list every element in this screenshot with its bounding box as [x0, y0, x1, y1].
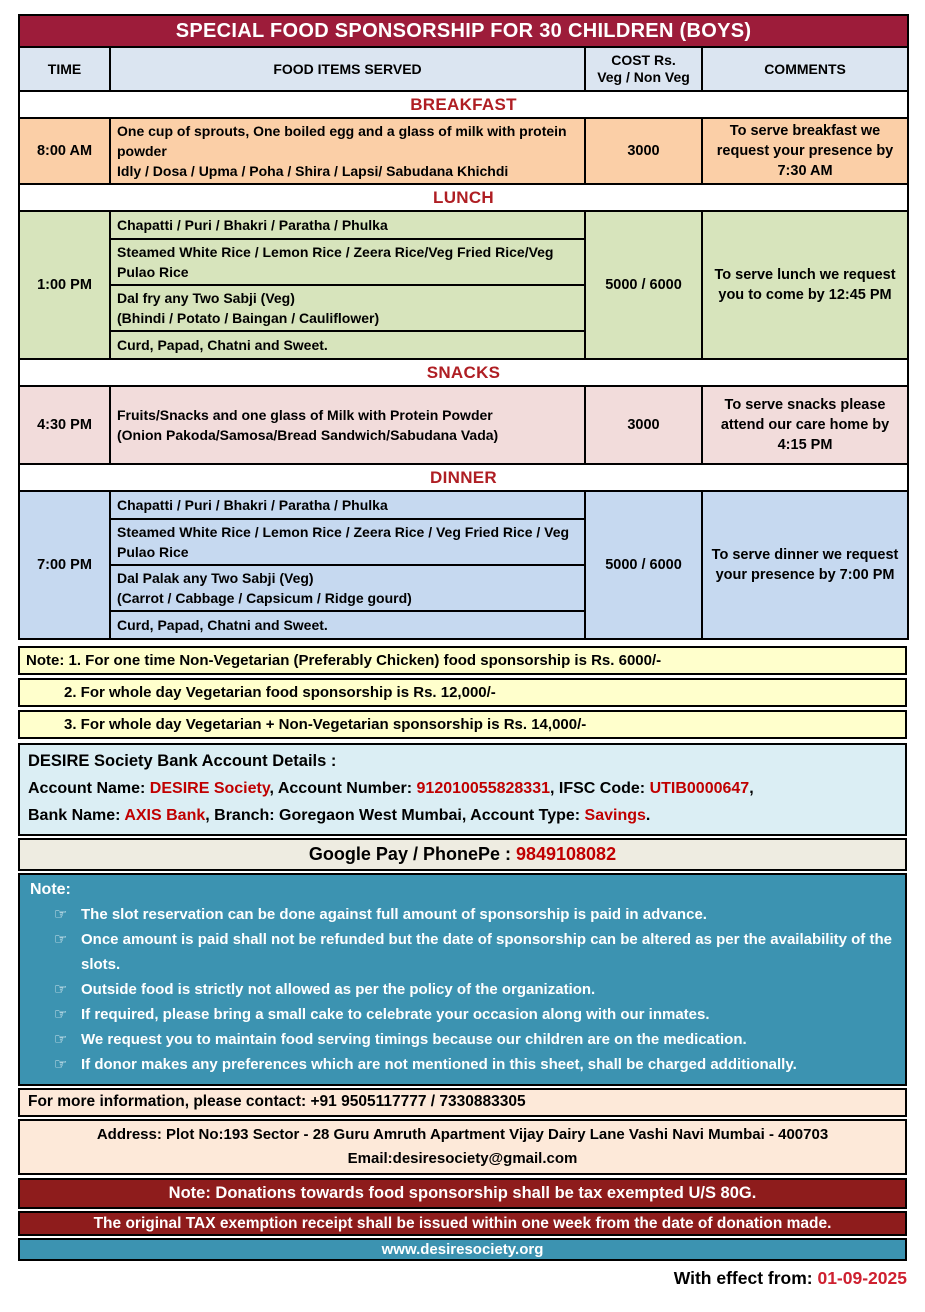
- breakfast-food: [110, 118, 585, 184]
- lunch-row-1: [19, 211, 908, 239]
- pricing-note-1: Note: 1. For one time Non-Vegetarian (Preferably Chicken) food sponsorship is Rs. 6000/-: [18, 646, 907, 675]
- dinner-item-2: Steamed White Rice / Lemon Rice / Zeera Rice / Veg Fried Rice / Veg Pulao Rice: [110, 519, 585, 565]
- breakfast-food-line1: One cup of sprouts, One boiled egg and a glass of milk with protein powder: [117, 123, 567, 159]
- website-bar: www.desiresociety.org: [18, 1238, 907, 1261]
- dinner-comment: To serve dinner we request your presence by 7:00 PM: [702, 491, 908, 639]
- bank-name-label: Bank Name:: [28, 807, 125, 824]
- section-band-breakfast: BREAKFAST: [19, 91, 908, 118]
- dinner-item-1: Chapatti / Puri / Bhakri / Paratha / Phulka: [110, 491, 585, 519]
- table-header-row: [19, 47, 908, 91]
- dinner-cost: 5000 / 6000: [585, 491, 702, 639]
- column-header-cost: [585, 47, 702, 91]
- breakfast-row: [19, 118, 908, 184]
- ifsc-label: , IFSC Code:: [550, 780, 650, 797]
- snacks-food-line1: Fruits/Snacks and one glass of Milk with Protein Powder: [117, 407, 493, 423]
- lunch-item-3: [110, 285, 585, 331]
- policy-item-text: Outside food is strictly not allowed as per the policy of the organization.: [81, 981, 596, 998]
- policy-item-text: The slot reservation can be done against full amount of sponsorship is paid in advance.: [81, 906, 707, 923]
- upi-payment-label: Google Pay / PhonePe :: [308, 844, 516, 864]
- policy-item: [30, 1002, 895, 1027]
- account-name-value: DESIRE Society: [149, 780, 270, 797]
- dinner-row-1: [19, 491, 908, 519]
- lunch-item-3-line2: (Bhindi / Potato / Baingan / Cauliflower): [117, 310, 380, 326]
- policy-item: [30, 927, 895, 977]
- column-header-time: TIME: [19, 47, 110, 91]
- dinner-item-3-line1: Dal Palak any Two Sabji (Veg): [117, 570, 314, 586]
- upi-payment-number: 9849108082: [515, 844, 617, 864]
- policy-item-text: If donor makes any preferences which are not mentioned in this sheet, shall be charged additionally.: [81, 1056, 797, 1073]
- lunch-cost: 5000 / 6000: [585, 211, 702, 359]
- sponsorship-sheet: [18, 14, 907, 1261]
- dinner-time: 7:00 PM: [19, 491, 110, 639]
- snacks-food: [110, 386, 585, 464]
- bank-details-line2: [28, 775, 897, 802]
- effective-date-line: [18, 1268, 907, 1289]
- section-band-dinner: DINNER: [19, 464, 908, 491]
- upi-payment-bar: [18, 838, 907, 871]
- policy-item: [30, 977, 895, 1002]
- policy-item: [30, 1052, 895, 1077]
- bank-details: [18, 743, 907, 836]
- address-bar: [18, 1119, 907, 1175]
- tax-exemption-note: Note: Donations towards food sponsorship shall be tax exempted U/S 80G.: [18, 1178, 907, 1209]
- policy-item-text: If required, please bring a small cake to celebrate your occasion along with our inmates.: [81, 1006, 710, 1023]
- cost-header-line1: COST Rs.: [611, 52, 676, 68]
- bank-details-heading: DESIRE Society Bank Account Details :: [28, 752, 337, 770]
- snacks-cost: 3000: [585, 386, 702, 464]
- pointing-hand-icon: ☞: [54, 1055, 68, 1073]
- effective-date-value: 01-09-2025: [817, 1268, 907, 1288]
- account-number-value: 912010055828331: [416, 780, 550, 797]
- policy-notes-heading: Note:: [30, 881, 71, 898]
- bank-name-value: AXIS Bank: [124, 807, 206, 824]
- snacks-time: 4:30 PM: [19, 386, 110, 464]
- breakfast-food-line2: Idly / Dosa / Upma / Poha / Shira / Lapsi/ Sabudana Khichdi: [117, 163, 509, 179]
- policy-item: [30, 1027, 895, 1052]
- address-line: Address: Plot No:193 Sector - 28 Guru Amruth Apartment Vijay Dairy Lane Vashi Navi Mumbai - 400703: [96, 1126, 829, 1143]
- column-header-comments: COMMENTS: [702, 47, 908, 91]
- policy-item-text: We request you to maintain food serving timings because our children are on the medication.: [81, 1031, 747, 1048]
- dinner-item-3-line2: (Carrot / Cabbage / Capsicum / Ridge gourd): [117, 590, 412, 606]
- lunch-item-4: Curd, Papad, Chatni and Sweet.: [110, 331, 585, 359]
- bank-details-line3: [28, 802, 897, 829]
- policy-item-text: Once amount is paid shall not be refunded but the date of sponsorship can be altered as per the availability of the slots.: [81, 931, 892, 973]
- food-sponsorship-table: [18, 14, 909, 640]
- period: .: [645, 807, 651, 824]
- pointing-hand-icon: ☞: [54, 980, 68, 998]
- pointing-hand-icon: ☞: [54, 905, 68, 923]
- branch-label: , Branch: Goregaon West Mumbai, Account Type:: [205, 807, 585, 824]
- contact-bar: For more information, please contact: +91 9505117777 / 7330883305: [18, 1088, 907, 1117]
- cost-header-line2: Veg / Non Veg: [597, 69, 690, 85]
- column-header-food: FOOD ITEMS SERVED: [110, 47, 585, 91]
- email-line: Email:desiresociety@gmail.com: [347, 1150, 578, 1167]
- breakfast-time: 8:00 AM: [19, 118, 110, 184]
- dinner-item-3: [110, 565, 585, 611]
- lunch-item-2: Steamed White Rice / Lemon Rice / Zeera Rice/Veg Fried Rice/Veg Pulao Rice: [110, 239, 585, 285]
- pointing-hand-icon: ☞: [54, 1005, 68, 1023]
- snacks-comment: To serve snacks please attend our care home by 4:15 PM: [702, 386, 908, 464]
- snacks-row: [19, 386, 908, 464]
- pricing-note-3: 3. For whole day Vegetarian + Non-Vegetarian sponsorship is Rs. 14,000/-: [18, 710, 907, 739]
- snacks-food-line2: (Onion Pakoda/Samosa/Bread Sandwich/Sabudana Vada): [117, 427, 499, 443]
- effective-date-label: With effect from:: [673, 1268, 818, 1288]
- ifsc-value: UTIB0000647: [649, 780, 750, 797]
- dinner-item-4: Curd, Papad, Chatni and Sweet.: [110, 611, 585, 639]
- account-number-label: , Account Number:: [269, 780, 417, 797]
- breakfast-comment: To serve breakfast we request your presence by 7:30 AM: [702, 118, 908, 184]
- lunch-comment: To serve lunch we request you to come by 12:45 PM: [702, 211, 908, 359]
- pricing-note-2: 2. For whole day Vegetarian food sponsorship is Rs. 12,000/-: [18, 678, 907, 707]
- breakfast-cost: 3000: [585, 118, 702, 184]
- policy-item: [30, 902, 895, 927]
- lunch-item-1: Chapatti / Puri / Bhakri / Paratha / Phulka: [110, 211, 585, 239]
- lunch-time: 1:00 PM: [19, 211, 110, 359]
- lunch-item-3-line1: Dal fry any Two Sabji (Veg): [117, 290, 295, 306]
- account-name-label: Account Name:: [28, 780, 150, 797]
- section-band-snacks: SNACKS: [19, 359, 908, 386]
- tax-receipt-note: The original TAX exemption receipt shall be issued within one week from the date of donation made.: [18, 1211, 907, 1236]
- pointing-hand-icon: ☞: [54, 930, 68, 948]
- policy-notes: [18, 873, 907, 1086]
- pointing-hand-icon: ☞: [54, 1030, 68, 1048]
- account-type-value: Savings: [584, 807, 646, 824]
- page-title: SPECIAL FOOD SPONSORSHIP FOR 30 CHILDREN (BOYS): [19, 15, 908, 47]
- section-band-lunch: LUNCH: [19, 184, 908, 211]
- comma: ,: [749, 780, 754, 797]
